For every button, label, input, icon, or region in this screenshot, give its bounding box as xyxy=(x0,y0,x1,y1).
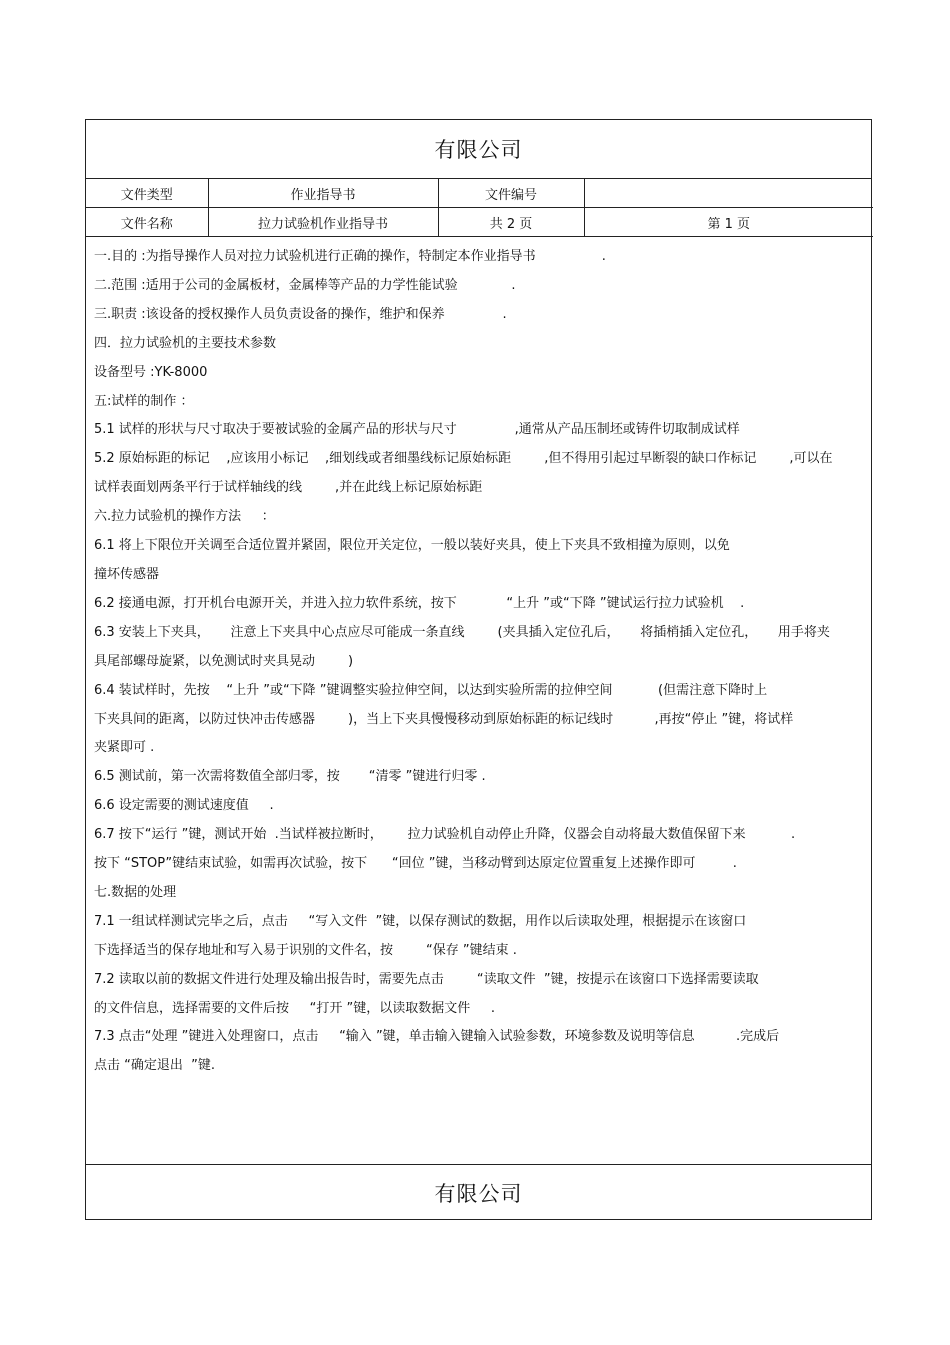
doc-type-value: 作业指导书 xyxy=(208,179,438,208)
paragraph: 三.职责 :该设备的授权操作人员负责设备的操作，维护和保养 . xyxy=(94,306,507,322)
section-heading: 六.拉力试验机的操作方法 ： xyxy=(94,509,275,525)
section-heading: 四．拉力试验机的主要技术参数 xyxy=(94,335,277,351)
company-title: 有限公司 xyxy=(86,120,871,179)
doc-name-label: 文件名称 xyxy=(86,208,208,237)
doc-type-label: 文件类型 xyxy=(86,179,208,208)
total-pages: 共 2 页 xyxy=(438,208,584,237)
company-footer: 有限公司 xyxy=(434,1181,523,1206)
document-meta-table xyxy=(86,179,873,237)
paragraph: 6.5 测试前，第一次需将数值全部归零，按 “清零 ”键进行归零 . xyxy=(94,769,486,785)
paragraph: 6.4 装试样时，先按 “上升 ”或“下降 ”键调整实验拉伸空间，以达到实验所需的拉伸空间 (但需注意下降时上 下夹具间的距离，以防过快冲击传感器 )，当上下夹具慢慢移动到原始标距的标记线时 ,再按“停止 ”键，将试样 夹紧即可 . xyxy=(94,682,794,756)
paragraph: 7.2 读取以前的数据文件进行处理及输出报告时，需要先点击 “读取文件 ”键，按提示在该窗口下选择需要读取 的文件信息，选择需要的文件后按 “打开 ”键，以读取数据文件 . xyxy=(94,971,759,1016)
paragraph: 5.1 试样的形状与尺寸取决于要被试验的金属产品的形状与尺寸 ,通常从产品压制坯或铸件切取制成试样 xyxy=(94,422,740,438)
paragraph: 一.目的 :为指导操作人员对拉力试验机进行正确的操作，特制定本作业指导书 . xyxy=(94,249,606,264)
document-body xyxy=(86,237,871,1165)
doc-no-label: 文件编号 xyxy=(438,179,584,208)
doc-no-value xyxy=(584,179,873,208)
section-heading: 五:试样的制作 ： xyxy=(94,393,194,409)
paragraph: 6.6 设定需要的测试速度值 . xyxy=(94,798,274,814)
paragraph: 7.3 点击“处理 ”键进入处理窗口，点击 “输入 ”键，单击输入键输入试验参数，环境参数及说明等信息 .完成后 点击 “确定退出 ”键. xyxy=(94,1029,780,1074)
paragraph: 6.7 按下“运行 ”键，测试开始 .当试样被拉断时， 拉力试验机自动停止升降，仪器会自动将最大数值保留下来 . 按下 “STOP”键结束试验，如需再次试验，按下 “回位 ”键，当移动臂到达原定位置重复上述操作即可 . xyxy=(94,827,796,872)
page-number: 第 1 页 xyxy=(584,208,873,237)
section-heading: 七.数据的处理 xyxy=(94,884,177,900)
paragraph: 6.2 接通电源，打开机台电源开关，并进入拉力软件系统，按下 “上升 ”或“下降 ”键试运行拉力试验机 . xyxy=(94,595,745,611)
doc-name-value: 拉力试验机作业指导书 xyxy=(208,208,438,237)
paragraph: 6.3 安装上下夹具， 注意上下夹具中心点应尽可能成一条直线 (夹具插入定位孔后， 将插梢插入定位孔， 用手将夹 具尾部螺母旋紧，以免测试时夹具晃动 ) xyxy=(94,624,830,669)
document-frame xyxy=(85,119,872,1220)
paragraph: 二.范围 :适用于公司的金属板材，金属棒等产品的力学性能试验 . xyxy=(94,277,516,293)
meta-row xyxy=(86,179,873,208)
paragraph: 7.1 一组试样测试完毕之后，点击 “写入文件 ”键，以保存测试的数据，用作以后读取处理，根据提示在该窗口 下选择适当的保存地址和写入易于识别的文件名，按 “保存 ”键结束 . xyxy=(94,913,747,958)
paragraph: 5.2 原始标距的标记 ,应该用小标记 ,细划线或者细墨线标记原始标距 ,但不得用引起过早断裂的缺口作标记 ,可以在 试样表面划两条平行于试样轴线的线 ,并在此线上标记原始标距 xyxy=(94,451,833,496)
paragraph: 设备型号 :YK-8000 xyxy=(94,364,208,380)
paragraph: 6.1 将上下限位开关调至合适位置并紧固，限位开关定位，一般以装好夹具，使上下夹具不致相撞为原则，以免 撞坏传感器 xyxy=(94,538,730,582)
meta-row xyxy=(86,208,873,237)
